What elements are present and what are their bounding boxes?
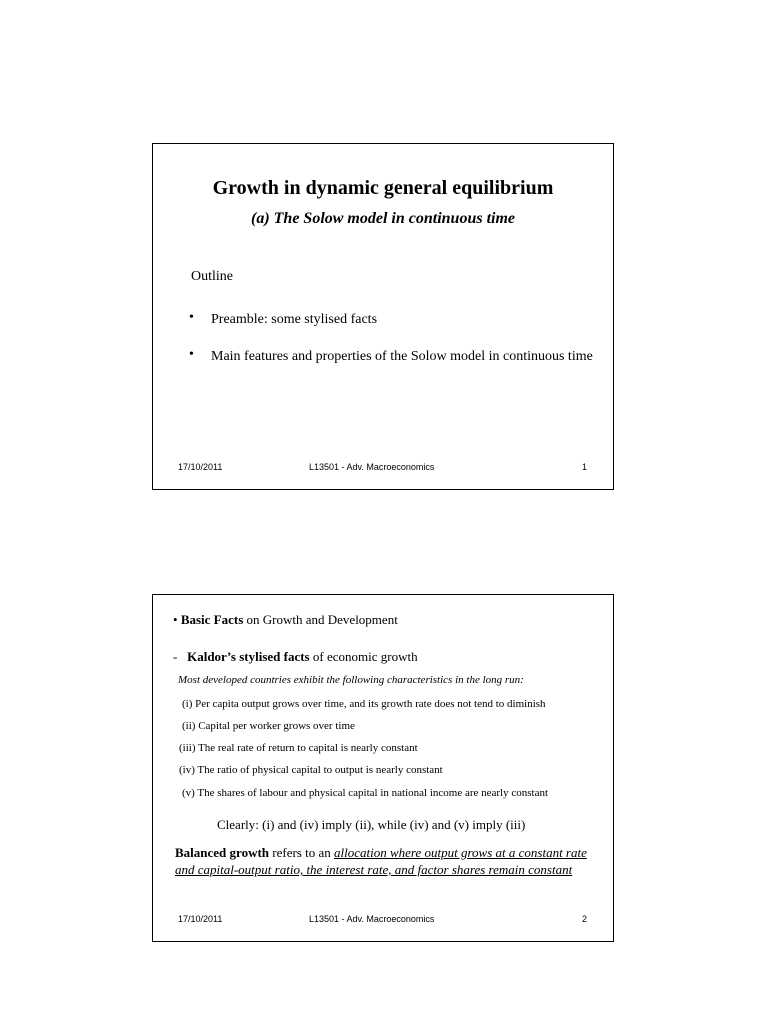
footer-course: L13501 - Adv. Macroeconomics	[309, 914, 435, 924]
footer-course: L13501 - Adv. Macroeconomics	[309, 462, 435, 472]
balanced-growth-line-2	[175, 862, 572, 878]
bullet-item	[189, 347, 593, 366]
footer-date: 17/10/2011	[178, 462, 223, 472]
bullet-text: Main features and properties of the Solow model in continuous time	[211, 349, 593, 364]
balanced-growth-line-1	[175, 845, 587, 861]
bullet-text: Preamble: some stylised facts	[211, 312, 378, 327]
slide-subtitle: (a) The Solow model in continuous time	[250, 210, 516, 227]
fact-item: (i) Per capita output grows over time, and its growth rate does not tend to diminish	[182, 698, 546, 710]
heading-rest: on Growth and Development	[243, 612, 398, 627]
footer-date: 17/10/2011	[178, 914, 223, 924]
heading-bold: Basic Facts	[180, 612, 244, 627]
heading-bullet: •	[173, 612, 178, 627]
balanced-growth-term: Balanced growth	[175, 845, 270, 860]
slide-1	[152, 143, 614, 490]
fact-item: (iv) The ratio of physical capital to output is nearly constant	[179, 764, 443, 776]
kaldor-rest: of economic growth	[309, 649, 418, 664]
footer-page-number: 2	[582, 914, 588, 924]
balanced-growth-plain: refers to an	[269, 845, 334, 860]
fact-item: (ii) Capital per worker grows over time	[182, 720, 355, 732]
bullet-dot: •	[189, 347, 194, 362]
balanced-growth-definition-2: and capital-output ratio, the interest rate, and factor shares remain constant	[175, 862, 573, 877]
clearly-statement: Clearly: (i) and (iv) imply (ii), while (iv) and (v) imply (iii)	[217, 817, 526, 832]
bullet-dot: •	[189, 310, 194, 325]
outline-heading: Outline	[191, 269, 233, 284]
fact-item: (iii) The real rate of return to capital is nearly constant	[179, 742, 418, 754]
kaldor-dash: -	[173, 649, 178, 664]
fact-item: (v) The shares of labour and physical capital in national income are nearly constant	[182, 787, 549, 799]
footer-page-number: 1	[582, 462, 588, 472]
balanced-growth-definition-1: allocation where output grows at a constant rate	[333, 845, 587, 860]
slide-title: Growth in dynamic general equilibrium	[212, 177, 554, 199]
slide-2	[152, 594, 614, 942]
facts-intro: Most developed countries exhibit the following characteristics in the long run:	[178, 674, 524, 686]
section-heading	[173, 612, 398, 628]
kaldor-heading	[173, 649, 418, 665]
bullet-item	[189, 310, 589, 329]
kaldor-bold: Kaldor’s stylised facts	[187, 649, 310, 664]
